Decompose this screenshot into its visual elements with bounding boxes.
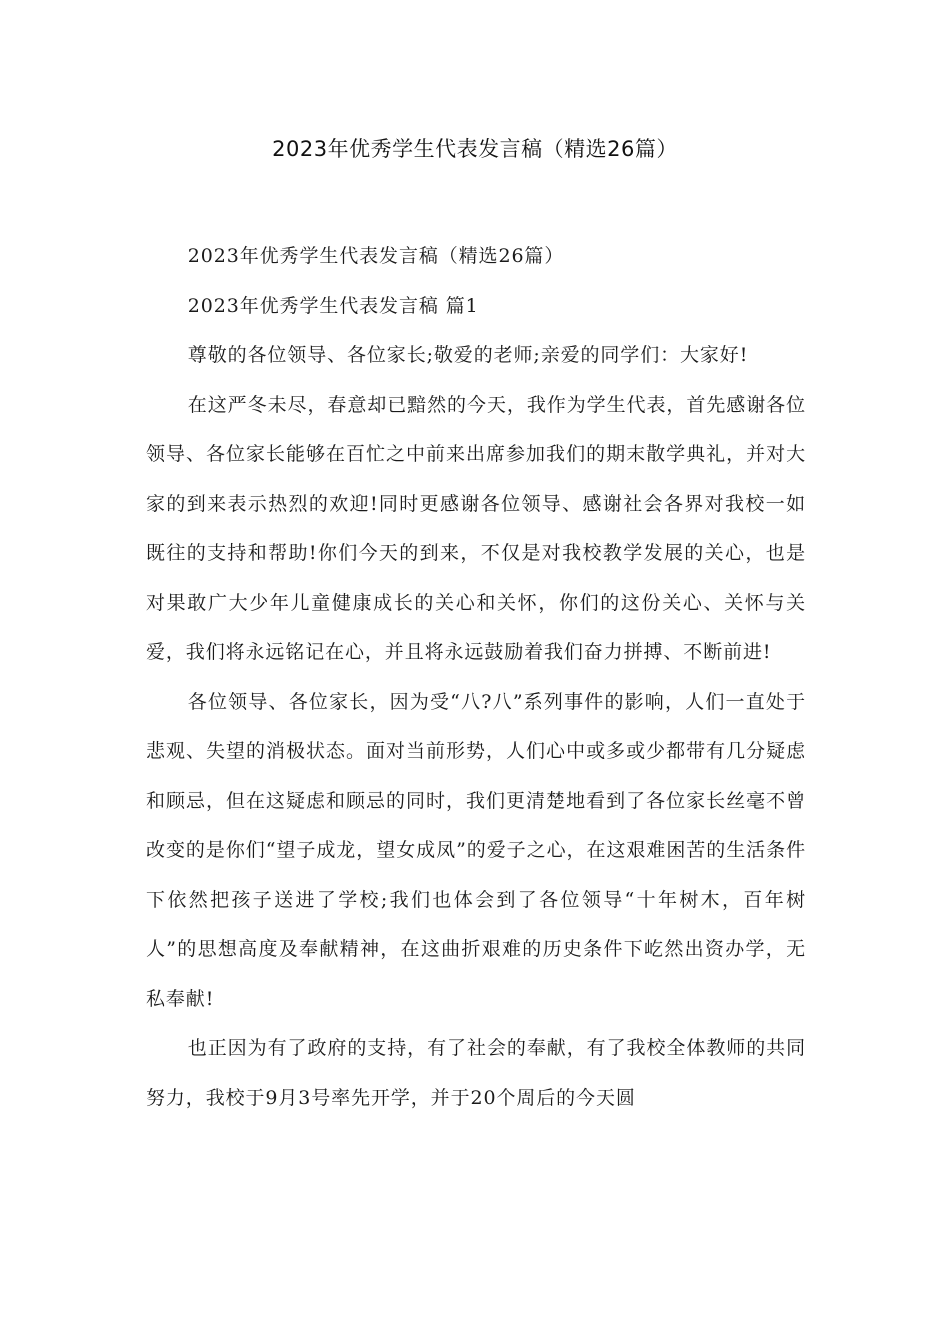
- document-body: [146, 232, 806, 1123]
- collection-heading: 2023年优秀学生代表发言稿（精选26篇）: [187, 245, 565, 267]
- article-heading: 2023年优秀学生代表发言稿 篇1: [187, 294, 479, 317]
- salutation-paragraph: 尊敬的各位领导、各位家长;敬爱的老师;亲爱的同学们：大家好!: [187, 344, 749, 366]
- body-paragraph: 也正因为有了政府的支持，有了社会的奉献，有了我校全体教师的共同努力，我校于9月3号率先开学，并于20个周后的今天圆: [146, 1037, 806, 1109]
- document-title: 2023年优秀学生代表发言稿（精选26篇）: [272, 137, 678, 161]
- body-paragraph: 在这严冬未尽，春意却已黯然的今天，我作为学生代表，首先感谢各位领导、各位家长能够在百忙之中前来出席参加我们的期末散学典礼，并对大家的到来表示热烈的欢迎!同时更感谢各位领导、感谢社会各界对我校一如既往的支持和帮助!你们今天的到来，不仅是对我校教学发展的关心，也是对果敢广大少年儿童健康成长的关心和关怀，你们的这份关心、关怀与关爱，我们将永远铭记在心，并且将永远鼓励着我们奋力拼搏、不断前进!: [146, 393, 806, 663]
- body-paragraph: 各位领导、各位家长，因为受“八?八”系列事件的影响，人们一直处于悲观、失望的消极状态。面对当前形势，人们心中或多或少都带有几分疑虑和顾忌，但在这疑虑和顾忌的同时，我们更清楚地看到了各位家长丝毫不曾改变的是你们“望子成龙，望女成凤”的爱子之心，在这艰难困苦的生活条件下依然把孩子送进了学校;我们也体会到了各位领导“十年树木，百年树人”的思想高度及奉献精神，在这曲折艰难的历史条件下屹然出资办学，无私奉献!: [146, 690, 806, 1010]
